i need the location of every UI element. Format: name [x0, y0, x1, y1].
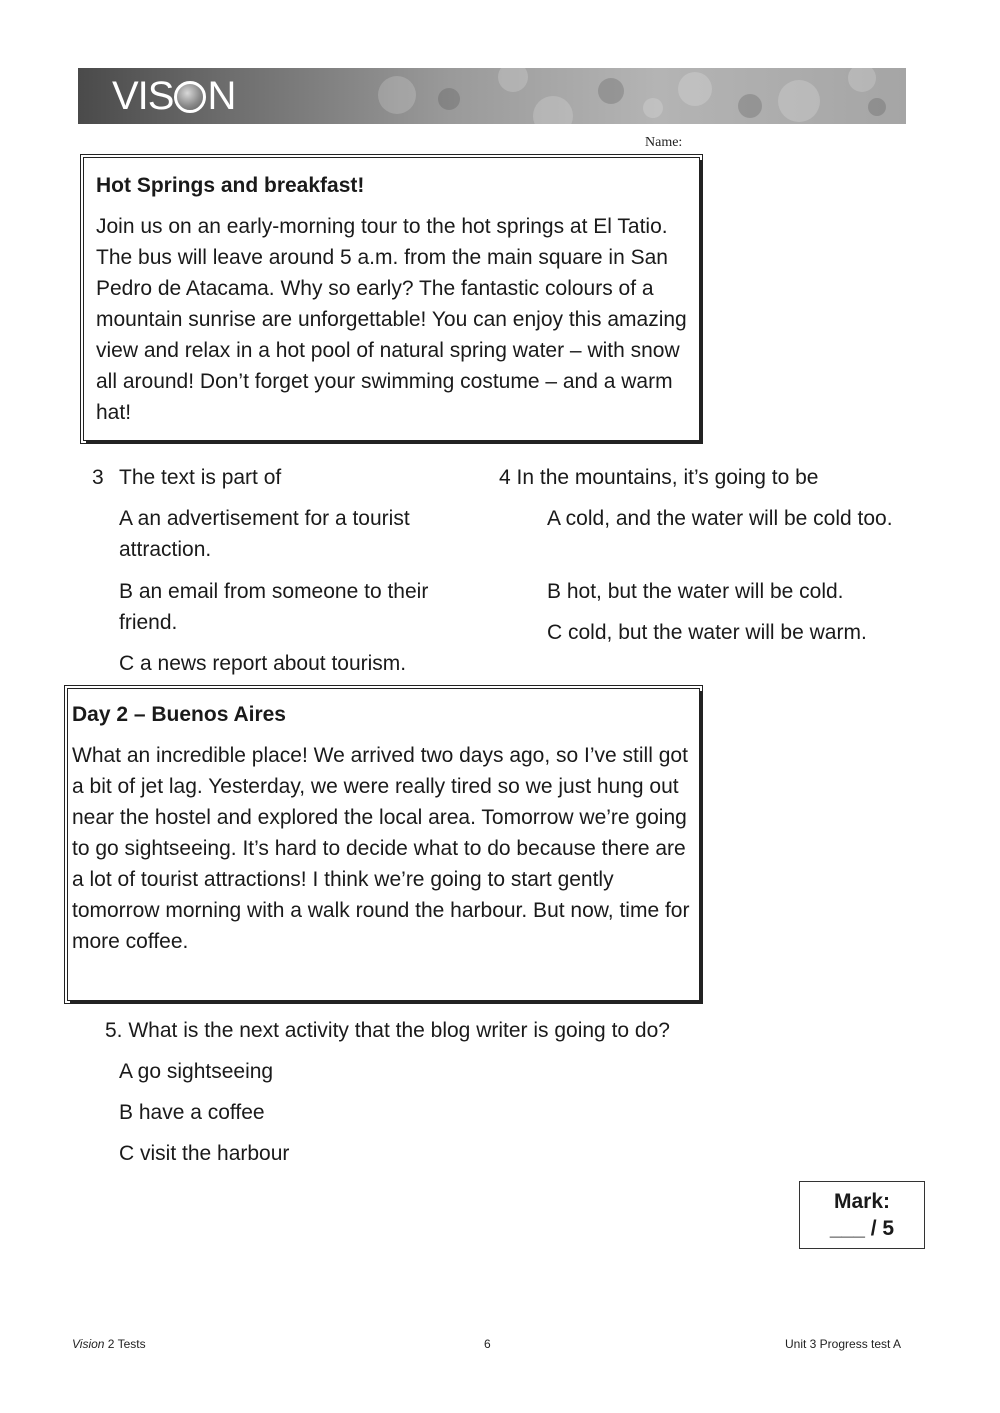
text-1-title: Hot Springs and breakfast!: [96, 174, 365, 197]
question-5-prompt: 5. What is the next activity that the blog writer is going to do?: [105, 1019, 670, 1042]
question-5-option-c[interactable]: C visit the harbour: [119, 1142, 290, 1165]
question-5-option-a[interactable]: A go sightseeing: [119, 1060, 274, 1083]
footer-unit: Unit 3 Progress test A: [785, 1337, 902, 1351]
reading-text-2: [67, 688, 700, 1001]
question-4-option-c[interactable]: C cold, but the water will be warm.: [547, 621, 867, 644]
question-3-option-b[interactable]: B an email from someone to their friend.: [119, 580, 429, 634]
question-4-option-a[interactable]: A cold, and the water will be cold too.: [547, 507, 893, 530]
question-3-option-c[interactable]: C a news report about tourism.: [119, 652, 407, 675]
mark-label: Mark:: [833, 1190, 891, 1213]
question-4-option-b[interactable]: B hot, but the water will be cold.: [547, 580, 844, 603]
question-3-number: 3: [92, 466, 104, 489]
vision-logo: VIS N: [112, 74, 236, 118]
header-banner: [78, 68, 906, 124]
mark-box: [799, 1181, 925, 1249]
question-5-option-b[interactable]: B have a coffee: [119, 1101, 265, 1124]
question-3-prompt: The text is part of: [119, 466, 282, 489]
text-2-title: Day 2 – Buenos Aires: [72, 703, 286, 726]
question-3-option-a[interactable]: A an advertisement for a tourist attraction.: [119, 507, 410, 561]
footer-book-title: Vision 2 Tests: [72, 1337, 146, 1351]
text-1-body: Join us on an early-morning tour to the hot springs at El Tatio. The bus will leave around 5 a.m. from the main square in San Pedro de Atacama. Why so early? The fantastic colours of a mountain sunrise are unforgettable! You can enjoy this amazing view and relax in a hot pool of natural spring water – with snow all around! Don’t forget your swimming costume – and a warm hat!: [96, 215, 687, 424]
name-label: Name:: [645, 135, 683, 150]
mark-score[interactable]: ___ / 5: [829, 1217, 895, 1240]
globe-icon: [174, 81, 206, 113]
footer-page-number: 6: [484, 1337, 491, 1351]
question-4-prompt: 4 In the mountains, it’s going to be: [499, 466, 819, 489]
text-2-body: What an incredible place! We arrived two days ago, so I’ve still got a bit of jet lag. Yesterday, we were really tired so we just hung out near the hostel and explored the local area. Tomorrow we’re going to go sightseeing. It’s hard to decide what to do because there are a lot of tourist attractions! I think we’re going to start gently tomorrow morning with a walk round the harbour. But now, time for more coffee.: [72, 744, 690, 953]
reading-text-1: [83, 157, 700, 441]
